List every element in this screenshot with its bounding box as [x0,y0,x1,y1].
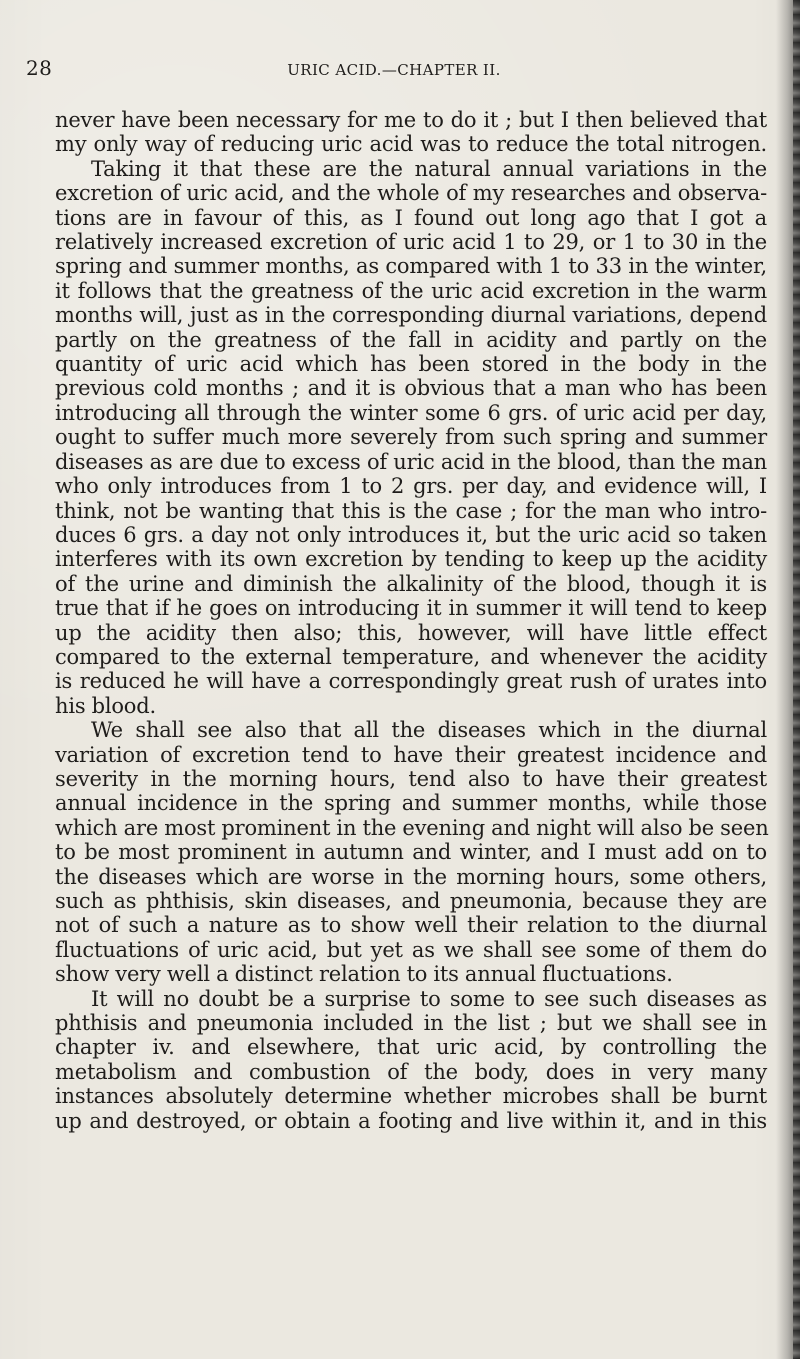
text-line: think, not be wanting that this is the case ; for the man who intro- [55,498,767,523]
text-line: which are most prominent in the evening and night will also be seen [55,815,769,840]
text-line: excretion of uric acid, and the whole of my researches and observa- [55,181,767,206]
text-line: Taking it that these are the natural annual variations in the [91,156,767,181]
text-line: variation of excretion tend to have their greatest incidence and [55,742,767,767]
text-line: instances absolutely determine whether microbes shall be burnt [55,1084,767,1109]
text-line: It will no doubt be a surprise to some to see such diseases as [91,986,767,1011]
text-line: up and destroyed, or obtain a footing and live within it, and in this [55,1108,767,1133]
page-number: 28 [26,56,53,80]
text-line: relatively increased excretion of uric acid 1 to 29, or 1 to 30 in the [55,230,767,255]
text-line: interferes with its own excretion by tending to keep up the acidity [55,547,767,572]
text-line: never have been necessary for me to do it ; but I then believed that [55,108,767,132]
text-line: previous cold months ; and it is obvious that a man who has been [55,376,767,401]
text-line: partly on the greatness of the fall in acidity and partly on the [55,327,767,352]
page-edge-shadow [776,0,800,1359]
text-line: such as phthisis, skin diseases, and pneumonia, because they are [55,889,767,913]
text-line: not of such a nature as to show well their relation to the diurnal [55,913,767,938]
text-line: ought to suffer much more severely from such spring and summer [55,425,767,450]
text-line: spring and summer months, as compared with 1 to 33 in the winter, [55,254,767,279]
text-line: months will, just as in the corresponding diurnal variations, depend [55,303,767,328]
text-line: his blood. [55,693,156,718]
text-line: annual incidence in the spring and summer months, while those [55,791,767,816]
text-line: show very well a distinct relation to its annual fluctuations. [55,962,673,987]
text-line: who only introduces from 1 to 2 grs. per day, and evidence will, I [55,474,767,499]
page-header [26,58,762,88]
text-line: the diseases which are worse in the morning hours, some others, [55,864,767,889]
text-line: to be most prominent in autumn and winter, and I must add on to [55,840,767,865]
text-line: compared to the external temperature, and whenever the acidity [55,644,767,669]
text-line: up the acidity then also; this, however, will have little effect [55,620,767,645]
running-head: URIC ACID.—CHAPTER II. [287,61,501,79]
text-line: phthisis and pneumonia included in the list ; but we shall see in [55,1011,767,1036]
text-line: introducing all through the winter some 6 grs. of uric acid per day, [55,400,767,425]
body-text [55,108,767,1133]
text-line: metabolism and combustion of the body, does in very many [55,1059,767,1084]
text-line: duces 6 grs. a day not only introduces it, but the uric acid so taken [55,522,767,547]
text-line: it follows that the greatness of the uric acid excretion in the warm [55,278,767,303]
text-line: severity in the morning hours, tend also to have their greatest [55,766,767,791]
text-line: tions are in favour of this, as I found out long ago that I got a [55,205,767,230]
text-line: chapter iv. and elsewhere, that uric acid, by controlling the [55,1035,767,1060]
text-line: true that if he goes on introducing it in summer it will tend to keep [55,596,767,621]
text-line: fluctuations of uric acid, but yet as we shall see some of them do [55,937,767,962]
text-line: quantity of uric acid which has been stored in the body in the [55,352,767,377]
text-line: my only way of reducing uric acid was to reduce the total nitrogen. [55,132,767,157]
text-line: diseases as are due to excess of uric acid in the blood, than the man [55,449,767,474]
text-line: of the urine and diminish the alkalinity of the blood, though it is [55,571,767,596]
text-line: is reduced he will have a correspondingly great rush of urates into [55,669,767,694]
text-line: We shall see also that all the diseases which in the diurnal [91,718,767,743]
